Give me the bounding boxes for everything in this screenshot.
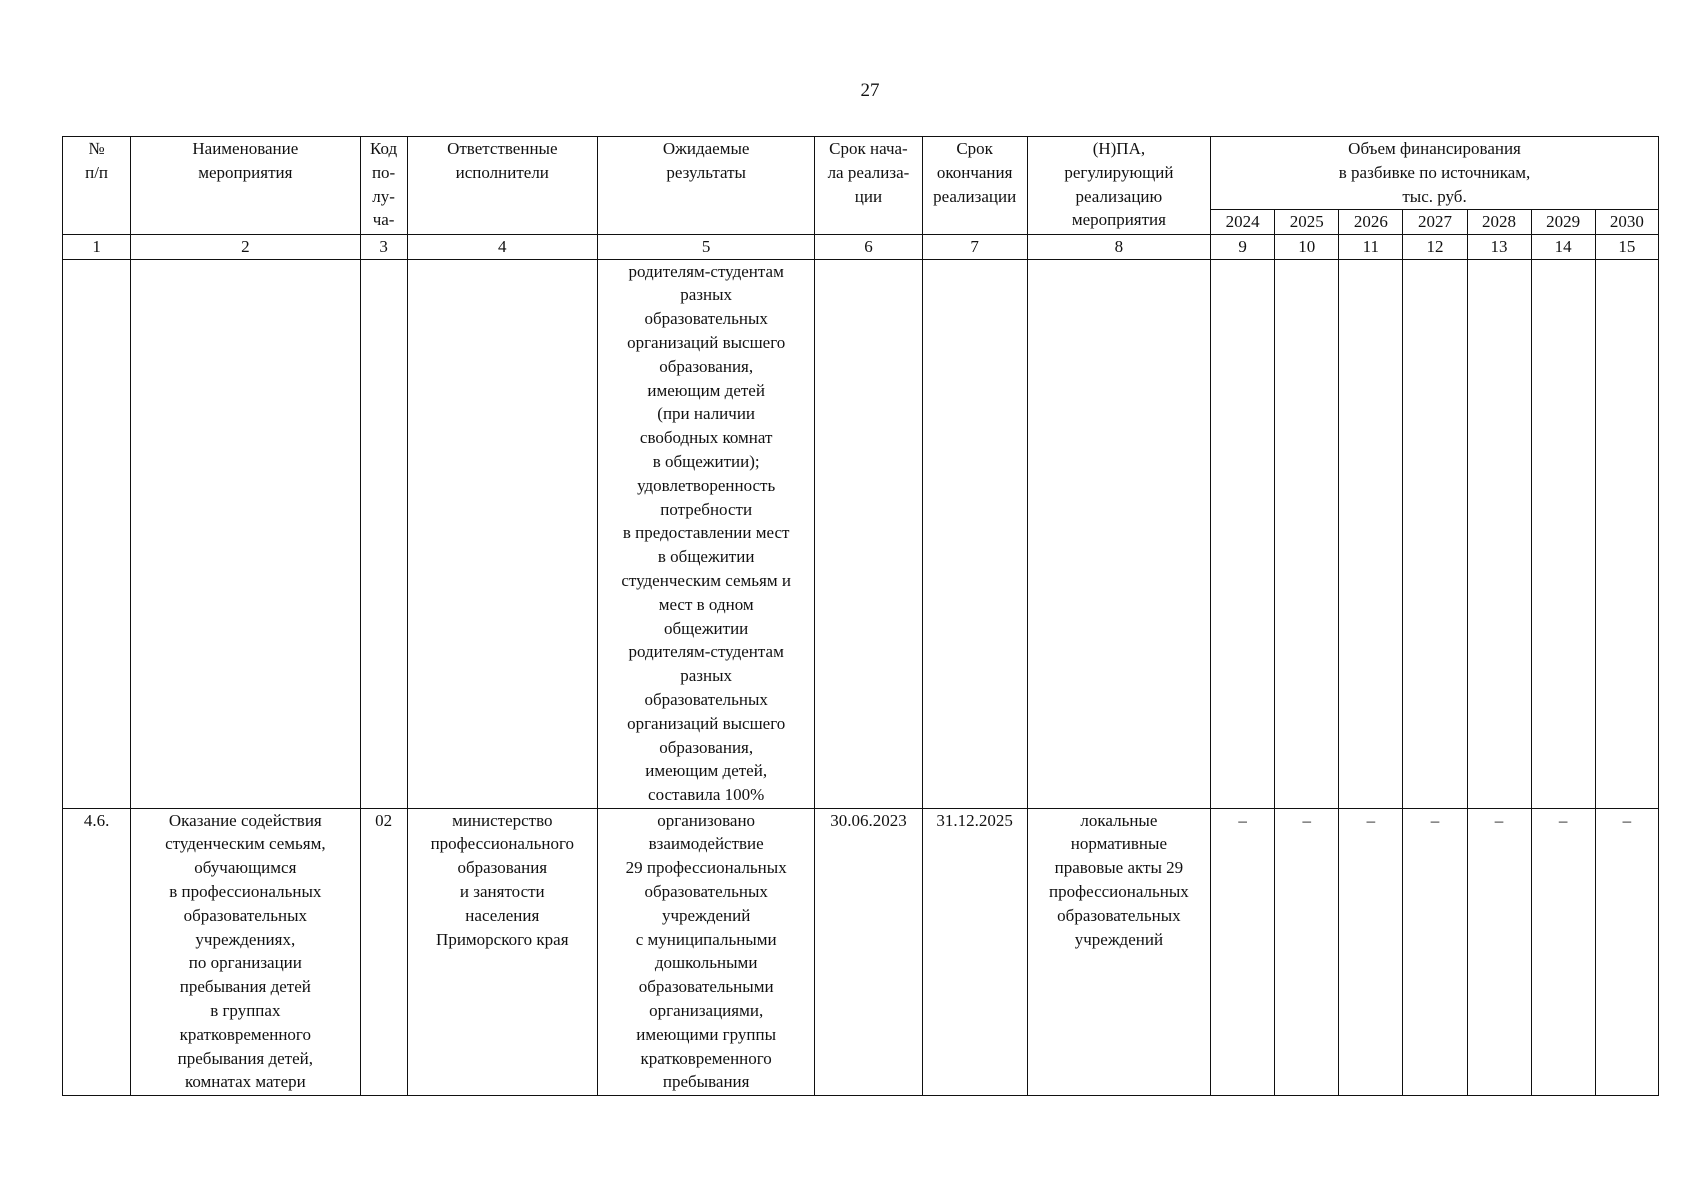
year-cell: 2026 — [1339, 210, 1403, 235]
year-cell: 2029 — [1531, 210, 1595, 235]
column-number: 15 — [1595, 234, 1658, 259]
header-code-text: Код по- лу- ча- — [370, 139, 398, 230]
column-number: 12 — [1403, 234, 1467, 259]
year-cell: 2028 — [1467, 210, 1531, 235]
column-number-row — [63, 234, 1659, 259]
header-results: Ожидаемые результаты — [597, 137, 814, 235]
row-funding — [1531, 259, 1595, 808]
column-number: 5 — [597, 234, 814, 259]
column-number: 2 — [131, 234, 360, 259]
header-row — [63, 137, 1659, 210]
page-number: 27 — [860, 80, 880, 101]
row-funding: – — [1403, 808, 1467, 1095]
column-number: 14 — [1531, 234, 1595, 259]
year-cell: 2027 — [1403, 210, 1467, 235]
header-responsible: Ответственные исполнители — [407, 137, 597, 235]
row-start: 30.06.2023 — [815, 808, 922, 1095]
column-number: 10 — [1275, 234, 1339, 259]
row-funding — [1467, 259, 1531, 808]
row-npa — [1027, 259, 1210, 808]
row-responsible: министерство профессионального образования и занятости населения Приморского края — [407, 808, 597, 1095]
row-funding: – — [1595, 808, 1658, 1095]
row-results: организовано взаимодействие 29 профессиональных образовательных учреждений с муниципальными дошкольными образовательными организациями, имеющими группы кратковременного пребывания — [597, 808, 814, 1095]
table-row — [63, 808, 1659, 1095]
row-funding — [1403, 259, 1467, 808]
row-end: 31.12.2025 — [922, 808, 1027, 1095]
column-number: 11 — [1339, 234, 1403, 259]
row-responsible — [407, 259, 597, 808]
row-name — [131, 259, 360, 808]
row-results: родителям-студентам разных образовательных организаций высшего образования, имеющим детей (при наличии свободных комнат в общежитии); удовлетворенность потребности в предоставлении мест в общежитии студенческим семьям и мест в одном общежитии родителям-студентам разных образовательных организаций высшего образования, имеющим детей, составила 100% — [597, 259, 814, 808]
row-name: Оказание содействия студенческим семьям, обучающимся в профессиональных образовательных учреждениях, по организации пребывания детей в группах кратковременного пребывания детей, комнатах матери — [131, 808, 360, 1095]
row-funding — [1339, 259, 1403, 808]
row-funding: – — [1467, 808, 1531, 1095]
column-number: 9 — [1211, 234, 1275, 259]
row-funding — [1275, 259, 1339, 808]
year-cell: 2025 — [1275, 210, 1339, 235]
row-code — [360, 259, 407, 808]
row-funding: – — [1211, 808, 1275, 1095]
row-end — [922, 259, 1027, 808]
header-funding: Объем финансирования в разбивке по источникам, тыс. руб. — [1211, 137, 1659, 210]
header-end: Срок окончания реализации — [922, 137, 1027, 235]
table-row — [63, 259, 1659, 808]
row-num: 4.6. — [63, 808, 131, 1095]
header-npa: (Н)ПА, регулирующий реализацию мероприятия — [1027, 137, 1210, 235]
row-funding: – — [1531, 808, 1595, 1095]
header-num: № п/п — [63, 137, 131, 235]
row-funding — [1595, 259, 1658, 808]
column-number: 8 — [1027, 234, 1210, 259]
column-number: 3 — [360, 234, 407, 259]
column-number: 4 — [407, 234, 597, 259]
header-start: Срок нача- ла реализа- ции — [815, 137, 922, 235]
row-funding: – — [1339, 808, 1403, 1095]
column-number: 6 — [815, 234, 922, 259]
row-start — [815, 259, 922, 808]
year-cell: 2030 — [1595, 210, 1658, 235]
column-number: 7 — [922, 234, 1027, 259]
row-funding: – — [1275, 808, 1339, 1095]
row-npa: локальные нормативные правовые акты 29 профессиональных образовательных учреждений — [1027, 808, 1210, 1095]
column-number: 13 — [1467, 234, 1531, 259]
row-num — [63, 259, 131, 808]
header-name: Наименование мероприятия — [131, 137, 360, 235]
header-code — [360, 137, 407, 235]
program-table — [62, 136, 1659, 1096]
row-funding — [1211, 259, 1275, 808]
year-cell: 2024 — [1211, 210, 1275, 235]
column-number: 1 — [63, 234, 131, 259]
row-code: 02 — [360, 808, 407, 1095]
